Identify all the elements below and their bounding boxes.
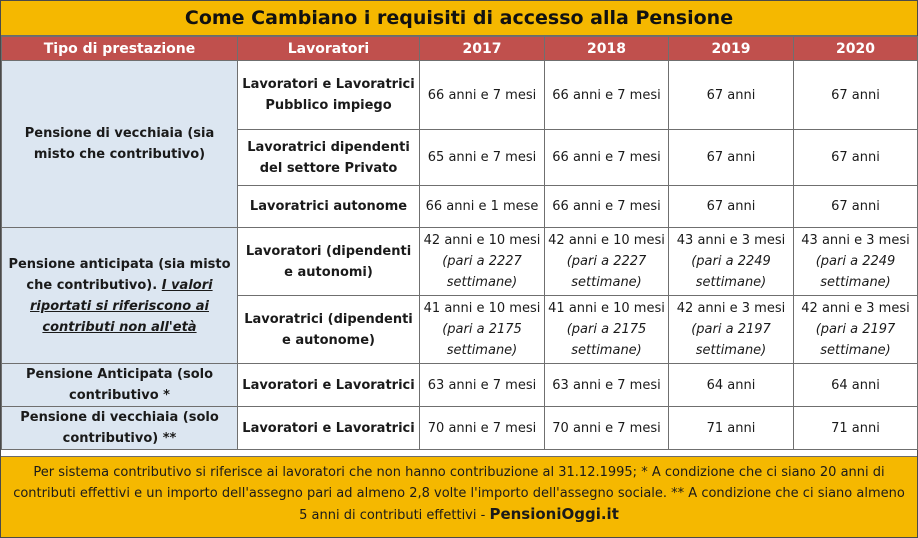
value-cell: 67 anni — [669, 130, 794, 186]
value-main: 43 anni e 3 mesi — [801, 233, 910, 248]
worker-cell: Lavoratrici (dipendenti e autonome) — [238, 296, 420, 364]
header-2020: 2020 — [794, 37, 918, 61]
header-row — [2, 37, 918, 61]
header-2017: 2017 — [420, 37, 545, 61]
worker-cell: Lavoratrici autonome — [238, 186, 420, 228]
value-main: 41 anni e 10 mesi — [423, 301, 541, 316]
table-row — [2, 61, 918, 130]
value-cell — [545, 296, 669, 364]
type-anticipata-label: Pensione anticipata (sia misto che contributivo). — [8, 256, 231, 293]
value-cell: 66 anni e 1 mese — [420, 186, 545, 228]
header-lavoratori: Lavoratori — [238, 37, 420, 61]
value-cell: 67 anni — [794, 130, 918, 186]
value-main: 42 anni e 3 mesi — [676, 301, 786, 316]
table-row — [2, 407, 918, 450]
brand-label: PensioniOggi.it — [489, 505, 619, 523]
value-note: (pari a 2249 settimane) — [815, 254, 896, 290]
value-cell: 66 anni e 7 mesi — [545, 186, 669, 228]
value-cell: 71 anni — [794, 407, 918, 450]
worker-cell: Lavoratrici dipendenti del settore Privato — [238, 130, 420, 186]
footnote-text: Per sistema contributivo si riferisce ai lavoratori che non hanno contribuzione al 31.12.1995; * A condizione che ci siano 20 anni di contributi effettivi e un importo dell'assegno pari ad almeno 2,8 volte l'importo dell'assegno sociale. ** A condizione che ci siano almeno 5 anni di contributi effettivi - — [13, 465, 905, 523]
type-anticipata — [2, 228, 238, 364]
value-main: 43 anni e 3 mesi — [676, 233, 786, 248]
value-main: 42 anni e 10 mesi — [548, 233, 665, 248]
value-cell: 63 anni e 7 mesi — [420, 364, 545, 407]
value-cell: 66 anni e 7 mesi — [545, 130, 669, 186]
value-cell: 71 anni — [669, 407, 794, 450]
value-cell: 67 anni — [669, 186, 794, 228]
pension-requirements-table — [1, 36, 918, 450]
value-cell: 67 anni — [794, 186, 918, 228]
worker-cell: Lavoratori e Lavoratrici — [238, 364, 420, 407]
header-2019: 2019 — [669, 37, 794, 61]
value-cell: 70 anni e 7 mesi — [545, 407, 669, 450]
value-main: 41 anni e 10 mesi — [548, 301, 665, 316]
value-cell: 70 anni e 7 mesi — [420, 407, 545, 450]
table-row — [2, 228, 918, 296]
footnote — [1, 456, 917, 537]
value-main: 42 anni e 3 mesi — [801, 301, 910, 316]
table-row — [2, 364, 918, 407]
worker-cell: Lavoratori e Lavoratrici — [238, 407, 420, 450]
value-note: (pari a 2249 settimane) — [691, 254, 771, 290]
value-cell: 65 anni e 7 mesi — [420, 130, 545, 186]
type-anticipata-contributivo: Pensione Anticipata (solo contributivo * — [2, 364, 238, 407]
worker-cell: Lavoratori (dipendenti e autonomi) — [238, 228, 420, 296]
value-cell — [669, 228, 794, 296]
value-cell: 63 anni e 7 mesi — [545, 364, 669, 407]
type-anticipata-note: I valori riportati si riferiscono ai contributi non all'età — [30, 277, 213, 335]
header-tipo-prestazione: Tipo di prestazione — [2, 37, 238, 61]
value-cell — [545, 228, 669, 296]
value-note: (pari a 2175 settimane) — [442, 322, 522, 358]
header-2018: 2018 — [545, 37, 669, 61]
value-cell — [420, 228, 545, 296]
value-cell: 66 anni e 7 mesi — [545, 61, 669, 130]
type-vecchiaia-contributivo: Pensione di vecchiaia (solo contributivo) ** — [2, 407, 238, 450]
value-cell: 67 anni — [794, 61, 918, 130]
worker-cell: Lavoratori e Lavoratrici Pubblico impiego — [238, 61, 420, 130]
value-cell — [794, 296, 918, 364]
value-cell: 64 anni — [794, 364, 918, 407]
value-cell — [794, 228, 918, 296]
value-note: (pari a 2227 settimane) — [442, 254, 522, 290]
value-note: (pari a 2197 settimane) — [815, 322, 896, 358]
value-main: 42 anni e 10 mesi — [423, 233, 541, 248]
value-cell: 67 anni — [669, 61, 794, 130]
value-cell — [420, 296, 545, 364]
value-cell: 66 anni e 7 mesi — [420, 61, 545, 130]
type-vecchiaia: Pensione di vecchiaia (sia misto che contributivo) — [2, 61, 238, 228]
value-note: (pari a 2227 settimane) — [566, 254, 647, 290]
value-cell — [669, 296, 794, 364]
value-note: (pari a 2197 settimane) — [691, 322, 771, 358]
value-note: (pari a 2175 settimane) — [566, 322, 647, 358]
table-title: Come Cambiano i requisiti di accesso alla Pensione — [1, 1, 917, 36]
value-cell: 64 anni — [669, 364, 794, 407]
